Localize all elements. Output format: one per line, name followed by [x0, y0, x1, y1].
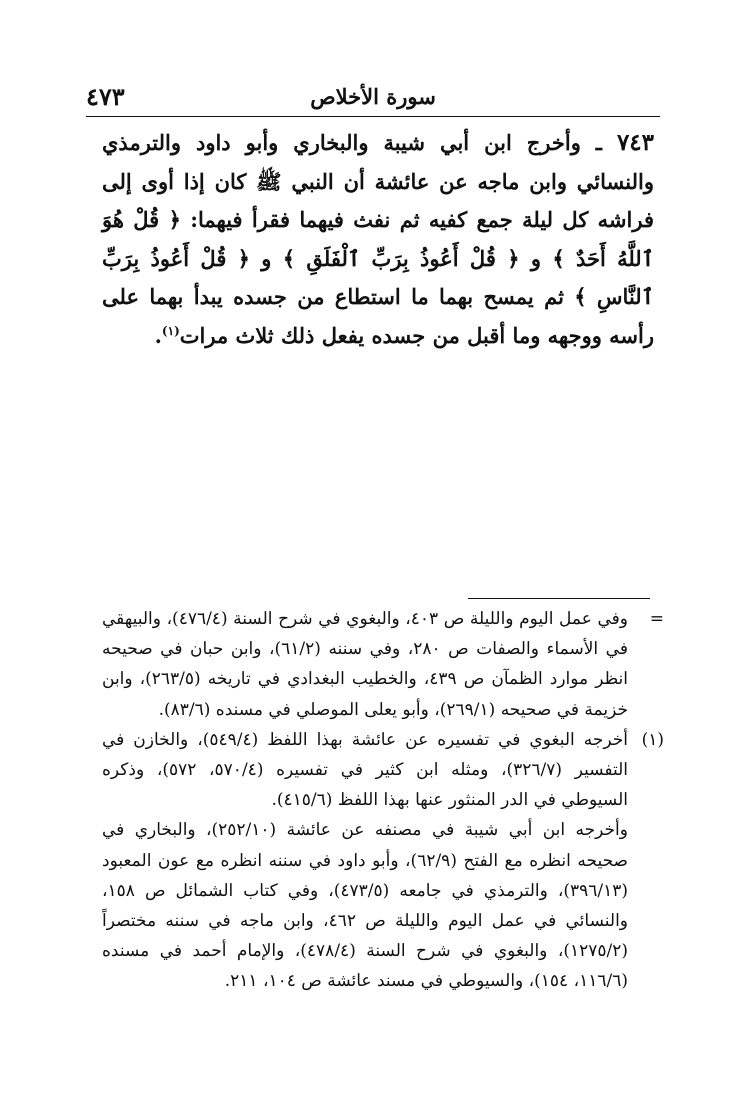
main-text-part-2: ثم يمسح بهما ما استطاع من جسده يبدأ بهما على رأسه ووجهه وما أقبل من جسده يفعل ذلك ثلاث مرات — [102, 284, 654, 348]
footnote-divider — [468, 598, 650, 599]
footnote-1-continuation: وأخرجه ابن أبي شيبة في مصنفه عن عائشة (٢٥٢/١٠)، والبخاري في صحيحه انظره مع الفتح (٦٢/٩)، وأبو داود في سننه انظره مع عون المعبود (٣٩٦/١٣)، والترمذي في جامعه (٤٧٣/٥)، وفي كتاب الشمائل ص ١٥٨، والنسائي في عمل اليوم والليلة ص ٤٦٢، وابن ماجه في سننه مختصراً (١٢٧٥/٢)، والبغوي في شرح السنة (٤٧٨/٤)، والإمام أحمد في مسنده (١١٦/٦، ١٥٤)، والسيوطي في مسند عائشة ص ١٠٤، ٢١١. — [102, 820, 629, 992]
page-number: ٤٧٣ — [86, 82, 125, 111]
main-text-end: . — [154, 322, 162, 348]
page-title: سورة الأخلاص — [310, 84, 436, 109]
main-text-part-1: وأخرج ابن أبي شيبة والبخاري وأبو داود والترمذي والنسائي وابن ماجه عن عائشة أن النبي ﷺ كان إذا أوى إلى فراشه كل ليلة جمع كفيه ثم نفث فيهما فقرأ فيهما: — [102, 130, 654, 232]
footnote-1 — [102, 725, 664, 997]
page-header — [86, 82, 660, 118]
footnote-1-marker: (١) — [641, 729, 664, 750]
entry-number: ٧٤٣ — [616, 129, 654, 156]
footnote-1-text: أخرجه البغوي في تفسيره عن عائشة بهذا اللفظ (٥٤٩/٤)، والخازن في التفسير (٣٢٦/٧)، ومثله ابن كثير في تفسيره (٥٧٠/٤، ٥٧٢)، وذكره السيوطي في الدر المنثور عنها بهذا اللفظ (٤١٥/٦). — [102, 729, 629, 811]
verse-falaq: ﴿ قُلْ أَعُوذُ بِرَبِّ ٱلْفَلَقِ ﴾ — [282, 245, 520, 271]
conjunction-1: و — [519, 245, 553, 271]
verse-nas: ﴿ قُلْ أَعُوذُ بِرَبِّ ٱلنَّاسِ ﴾ — [102, 245, 654, 309]
verse-ikhlas: ﴿ قُلْ هُوَ ٱللَّهُ أَحَدٌ ﴾ — [102, 207, 655, 271]
main-text — [102, 124, 654, 355]
header-divider — [86, 116, 660, 117]
entry-dash: ـ — [580, 130, 617, 155]
footnote-continuation — [102, 604, 664, 725]
footnote-reference: (١) — [161, 323, 180, 338]
conjunction-2: و — [249, 245, 283, 271]
footnotes — [102, 604, 664, 997]
continuation-marker: = — [649, 609, 664, 629]
continuation-text: وفي عمل اليوم والليلة ص ٤٠٣، والبغوي في شرح السنة (٤٧٦/٤)، والبيهقي في الأسماء والصفات ص ٢٨٠، وفي سننه (٦١/٢)، وابن حبان في صحيحه انظر موارد الظمآن ص ٤٣٩، والخطيب البغدادي في تاريخه (٢٦٣/٥)، وابن خزيمة في صحيحه (٢٦٩/١)، وأبو يعلى الموصلي في مسنده (٨٣/٦). — [102, 609, 628, 720]
